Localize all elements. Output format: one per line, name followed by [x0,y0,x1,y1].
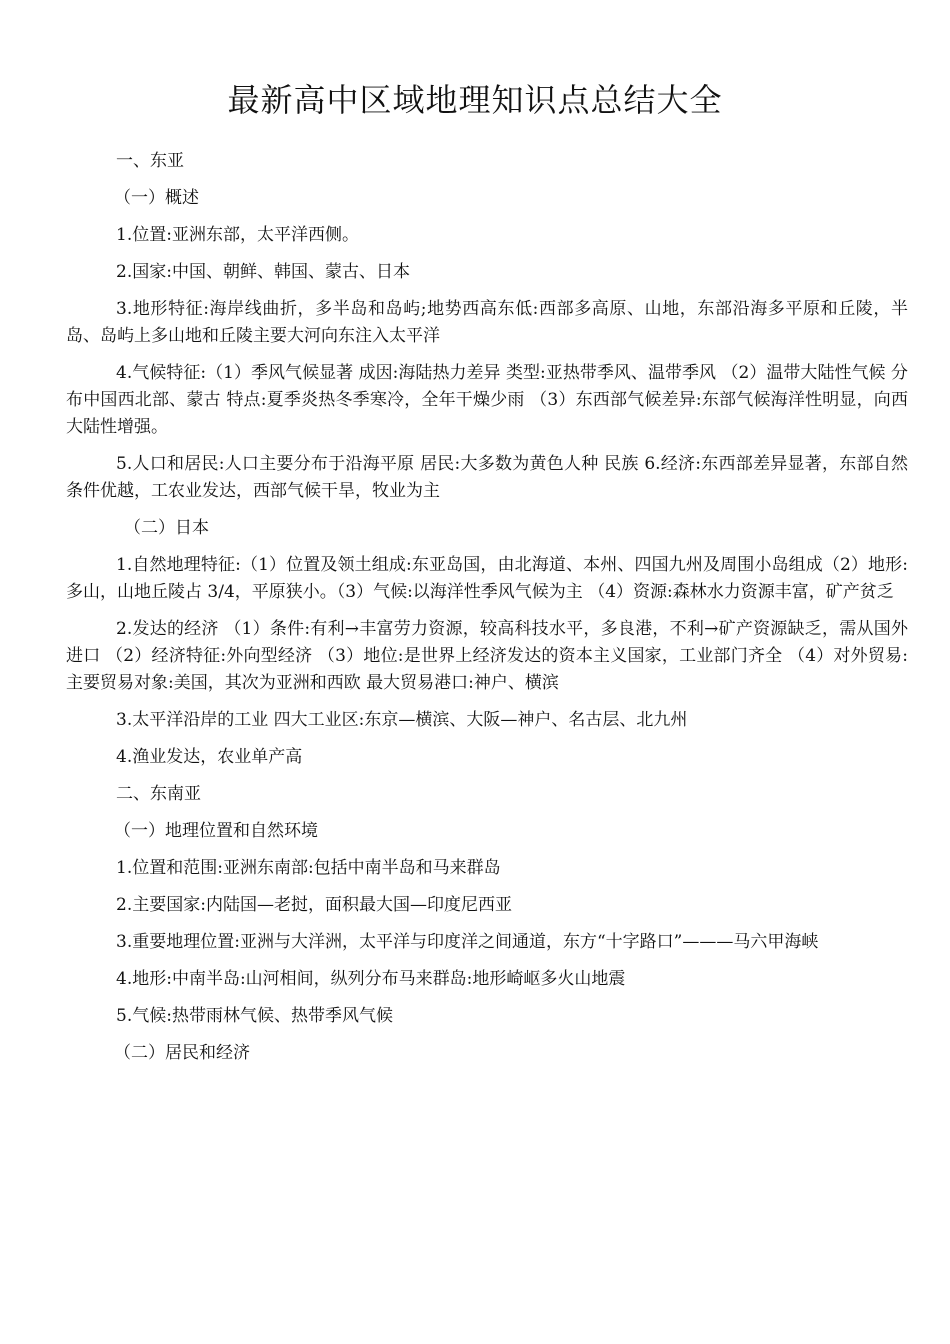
paragraph: 3.重要地理位置:亚洲与大洋洲，太平洋与印度洋之间通道，东方“十字路口”———马六甲海峡 [116,932,819,952]
paragraph: 2.国家:中国、朝鲜、韩国、蒙古、日本 [116,262,410,282]
paragraph: 4.地形:中南半岛:山河相间，纵列分布马来群岛:地形崎岖多火山地震 [116,969,626,989]
paragraph: 2.发达的经济 （1）条件:有利→丰富劳力资源，较高科技水平，多良港，不利→矿产资源缺乏，需从国外进口 （2）经济特征:外向型经济 （3）地位:是世界上经济发达的资本主义国家，工业部门齐全 （4）对外贸易:主要贸易对象:美国，其次为亚洲和西欧 最大贸易港口:神户、横滨 [66,619,908,693]
paragraph: 1.位置:亚洲东部，太平洋西侧。 [116,225,359,245]
paragraph: 4.渔业发达，农业单产高 [116,747,303,767]
subsection-heading-japan: （二）日本 [124,518,209,538]
document-body [66,148,908,1077]
paragraph: 5.人口和居民:人口主要分布于沿海平原 居民:大多数为黄色人种 民族 6.经济:东西部差异显著，东部自然条件优越，工农业发达，西部气候干旱，牧业为主 [66,454,908,501]
document-title: 最新高中区域地理知识点总结大全 [227,81,723,119]
subsection-heading-geography: （一）地理位置和自然环境 [114,821,318,841]
subsection-heading-overview: （一）概述 [114,188,199,208]
paragraph: 5.气候:热带雨林气候、热带季风气候 [116,1006,393,1026]
paragraph: 3.地形特征:海岸线曲折，多半岛和岛屿;地势西高东低:西部多高原、山地，东部沿海多平原和丘陵，半岛、岛屿上多山地和丘陵主要大河向东注入太平洋 [66,299,908,346]
subsection-heading-residents: （二）居民和经济 [114,1043,250,1063]
paragraph: 3.太平洋沿岸的工业 四大工业区:东京—横滨、大阪—神户、名古层、北九州 [116,710,688,730]
section-heading-southeast-asia: 二、东南亚 [116,784,201,804]
paragraph: 4.气候特征:（1）季风气候显著 成因:海陆热力差异 类型:亚热带季风、温带季风 （2）温带大陆性气候 分布中国西北部、蒙古 特点:夏季炎热冬季寒冷，全年干燥少雨 （3）东西部气候差异:东部气候海洋性明显，向西大陆性增强。 [66,363,908,437]
paragraph: 1.位置和范围:亚洲东南部:包括中南半岛和马来群岛 [116,858,501,878]
section-heading-east-asia: 一、东亚 [116,151,184,171]
paragraph: 2.主要国家:内陆国—老挝，面积最大国—印度尼西亚 [116,895,512,915]
paragraph: 1.自然地理特征:（1）位置及领土组成:东亚岛国，由北海道、本州、四国九州及周围小岛组成（2）地形:多山，山地丘陵占 3/4，平原狭小。（3）气候:以海洋性季风气候为主 （4）资源:森林水力资源丰富，矿产贫乏 [66,555,908,602]
